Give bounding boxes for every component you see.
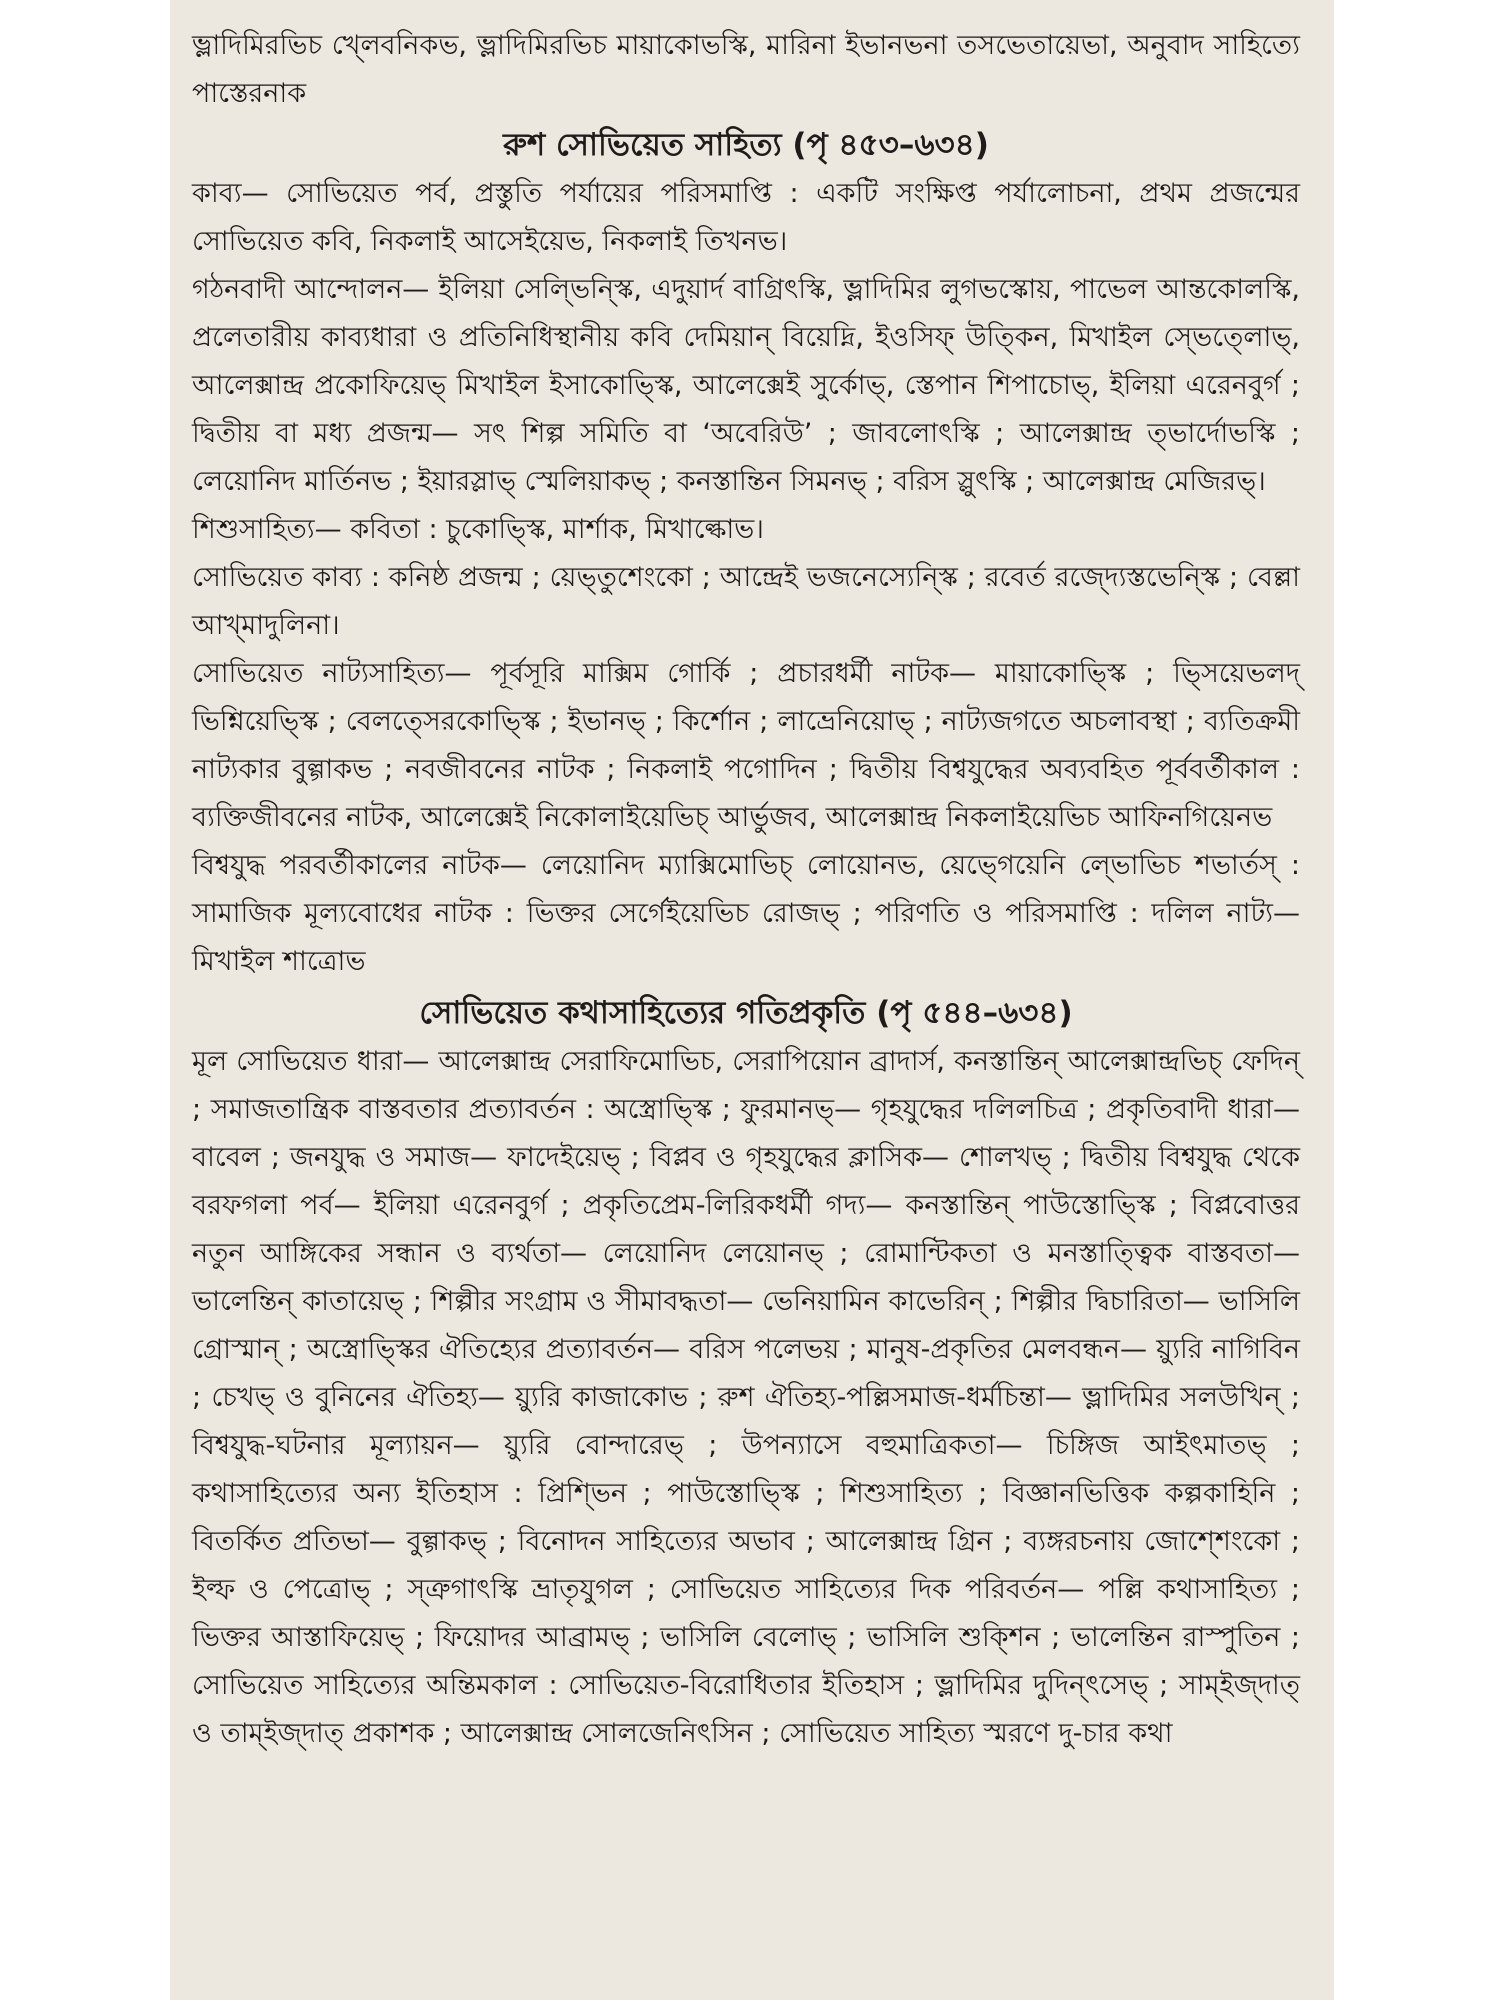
- paragraph-soviet-poetry: সোভিয়েত কাব্য : কনিষ্ঠ প্রজন্ম ; য়েভ্তুশেংকো ; আন্দ্রেই ভজনেস্যেন্স্কি ; রবের্ত রজ্দ্যেস্তভেন্স্কি ; বেল্লা আখ্মাদুলিনা।: [192, 562, 1300, 641]
- section-heading-soviet-literature: রুশ সোভিয়েত সাহিত্য (পৃ ৪৫৩–৬৩৪): [503, 127, 989, 163]
- section-heading-soviet-fiction: সোভিয়েত কথাসাহিত্যের গতিপ্রকৃতি (পৃ ৫৪৪–৬৩৪): [419, 995, 1073, 1031]
- paragraph-soviet-drama: সোভিয়েত নাট্যসাহিত্য— পূর্বসূরি মাক্সিম গোর্কি ; প্রচারধর্মী নাটক— মায়াকোভ্স্কি ; ভ্সিয়েভলদ্ ভিশ্নিয়েভ্স্কি ; বেলত্সেরকোভ্স্কি ; ইভানভ্ ; কির্শোন ; লাভ্রেনিয়োভ্ ; নাট্যজগতে অচলাবস্থা ; ব্যতিক্রমী নাট্যকার বুল্গাকভ ; নবজীবনের নাটক ; নিকলাই পগোদিন ; দ্বিতীয় বিশ্বযুদ্ধের অব্যবহিত পূর্ববর্তীকাল : ব্যক্তিজীবনের নাটক, আলেক্সেই নিকোলাইয়েভিচ্ আর্ভুজব, আলেক্সান্দ্র নিকলাইয়েভিচ আফিনগিয়েনভ: [192, 658, 1300, 833]
- paragraph-postwar-drama: বিশ্বযুদ্ধ পরবর্তীকালের নাটক— লেয়োনিদ ম্যাক্সিমোভিচ্ লোয়োনভ, য়েভ্গেয়েনি ল্ভোভিচ শভার্তস্ : সামাজিক মূল্যবোধের নাটক : ভিক্তর সের্গেইয়েভিচ রোজভ্ ; পরিণতি ও পরিসমাপ্তি : দলিল নাট্য— মিখাইল শাত্রোভ: [192, 850, 1300, 977]
- paragraph-constructivist: গঠনবাদী আন্দোলন— ইলিয়া সেল্ভিন্স্কি, এদুয়ার্দ বাগ্রিৎস্কি, ভ্লাদিমির লুগভস্কোয়, পাভেল আন্তকোলস্কি, প্রলেতারীয় কাব্যধারা ও প্রতিনিধিস্থানীয় কবি দেমিয়ান্ বিয়েদ্নি, ইওসিফ্ উত্কিন, মিখাইল স্ভেত্লোভ্, আলেক্সান্দ্র প্রকোফিয়েভ্ মিখাইল ইসাকোভ্স্কি, আলেক্সেই সুর্কোভ্, স্তেপান শিপাচোভ্, ইলিয়া এরেনবুর্গ ; দ্বিতীয় বা মধ্য প্রজন্ম— সৎ শিল্প সমিতি বা ‘অবেরিউ’ ; জাবলোৎস্কি ; আলেক্সান্দ্র ত্ভার্দোভস্কি ; লেয়োনিদ মার্তিনভ ; ইয়ারস্লাভ্ স্মেলিয়াকভ্ ; কনস্তান্তিন সিমনভ্ ; বরিস স্লুৎস্কি ; আলেক্সান্দ্র মেজিরভ্।: [192, 274, 1300, 497]
- paragraph-poetry: কাব্য— সোভিয়েত পর্ব, প্রস্তুতি পর্যায়ের পরিসমাপ্তি : একটি সংক্ষিপ্ত পর্যালোচনা, প্রথম প্রজন্মের সোভিয়েত কবি, নিকলাই আসেইয়েভ, নিকলাই তিখনভ।: [192, 178, 1300, 257]
- intro-paragraph: ভ্লাদিমিরভিচ খ্লেবনিকভ, ভ্লাদিমিরভিচ মায়াকোভস্কি, মারিনা ইভানভনা তসভেতায়েভা, অনুবাদ সাহিত্যে পাস্তেরনাক: [192, 30, 1300, 109]
- paragraph-children-literature: শিশুসাহিত্য— কবিতা : চুকোভ্স্কি, মার্শাক, মিখাল্কোভ।: [192, 514, 764, 545]
- book-page: [170, 0, 1334, 2000]
- paragraph-soviet-fiction: মূল সোভিয়েত ধারা— আলেক্সান্দ্র সেরাফিমোভিচ, সেরাপিয়োন ব্রাদার্স, কনস্তান্তিন্ আলেক্সান্দ্রভিচ্ ফেদিন্ ; সমাজতান্ত্রিক বাস্তবতার প্রত্যাবর্তন : অস্ত্রোভ্স্কি ; ফুরমানভ্— গৃহযুদ্ধের দলিলচিত্র ; প্রকৃতিবাদী ধারা— বাবেল ; জনযুদ্ধ ও সমাজ— ফাদেইয়েভ্ ; বিপ্লব ও গৃহযুদ্ধের ক্লাসিক— শোলখভ্ ; দ্বিতীয় বিশ্বযুদ্ধ থেকে বরফগলা পর্ব— ইলিয়া এরেনবুর্গ ; প্রকৃতিপ্রেম-লিরিকধর্মী গদ্য— কনস্তান্তিন্ পাউস্তোভ্স্কি ; বিপ্লবোত্তর নতুন আঙ্গিকের সন্ধান ও ব্যর্থতা— লেয়োনিদ লেয়োনভ্ ; রোমান্টিকতা ও মনস্তাত্ত্বিক বাস্তবতা— ভালেন্তিন্ কাতায়েভ্ ; শিল্পীর সংগ্রাম ও সীমাবদ্ধতা— ভেনিয়ামিন কাভেরিন্ ; শিল্পীর দ্বিচারিতা— ভাসিলি গ্রোস্মান্ ; অস্ত্রোভ্স্কির ঐতিহ্যের প্রত্যাবর্তন— বরিস পলেভয় ; মানুষ-প্রকৃতির মেলবন্ধন— য়্যুরি নাগিবিন ; চেখভ্ ও বুনিনের ঐতিহ্য— য়্যুরি কাজাকোভ ; রুশ ঐতিহ্য-পল্লিসমাজ-ধর্মচিন্তা— ভ্লাদিমির সলউখিন্ ; বিশ্বযুদ্ধ-ঘটনার মূল্যায়ন— য়্যুরি বোন্দারেভ্ ; উপন্যাসে বহুমাত্রিকতা— চিঙ্গিজ আইৎমাতভ্ ; কথাসাহিত্যের অন্য ইতিহাস : প্রিশ্ভিন ; পাউস্তোভ্স্কি ; শিশুসাহিত্য ; বিজ্ঞানভিত্তিক কল্পকাহিনি ; বিতর্কিত প্রতিভা— বুল্গাকভ্ ; বিনোদন সাহিত্যের অভাব ; আলেক্সান্দ্র গ্রিন ; ব্যঙ্গরচনায় জোশ্শেংকো ; ইল্ফ ও পেত্রোভ্ ; স্ত্রুগাৎস্কি ভ্রাতৃযুগল ; সোভিয়েত সাহিত্যের দিক পরিবর্তন— পল্লি কথাসাহিত্য ; ভিক্তর আস্তাফিয়েভ্ ; ফিয়োদর আব্রামভ্ ; ভাসিলি বেলোভ্ ; ভাসিলি শুক্শিন ; ভালেন্তিন রাস্পুতিন ; সোভিয়েত সাহিত্যের অন্তিমকাল : সোভিয়েত-বিরোধিতার ইতিহাস ; ভ্লাদিমির দুদিন্ৎসেভ্ ; সাম্ইজ্দাত্ ও তাম্ইজ্দাত্ প্রকাশক ; আলেক্সান্দ্র সোলজেনিৎসিন ; সোভিয়েত সাহিত্য স্মরণে দু-চার কথা: [192, 1046, 1300, 1749]
